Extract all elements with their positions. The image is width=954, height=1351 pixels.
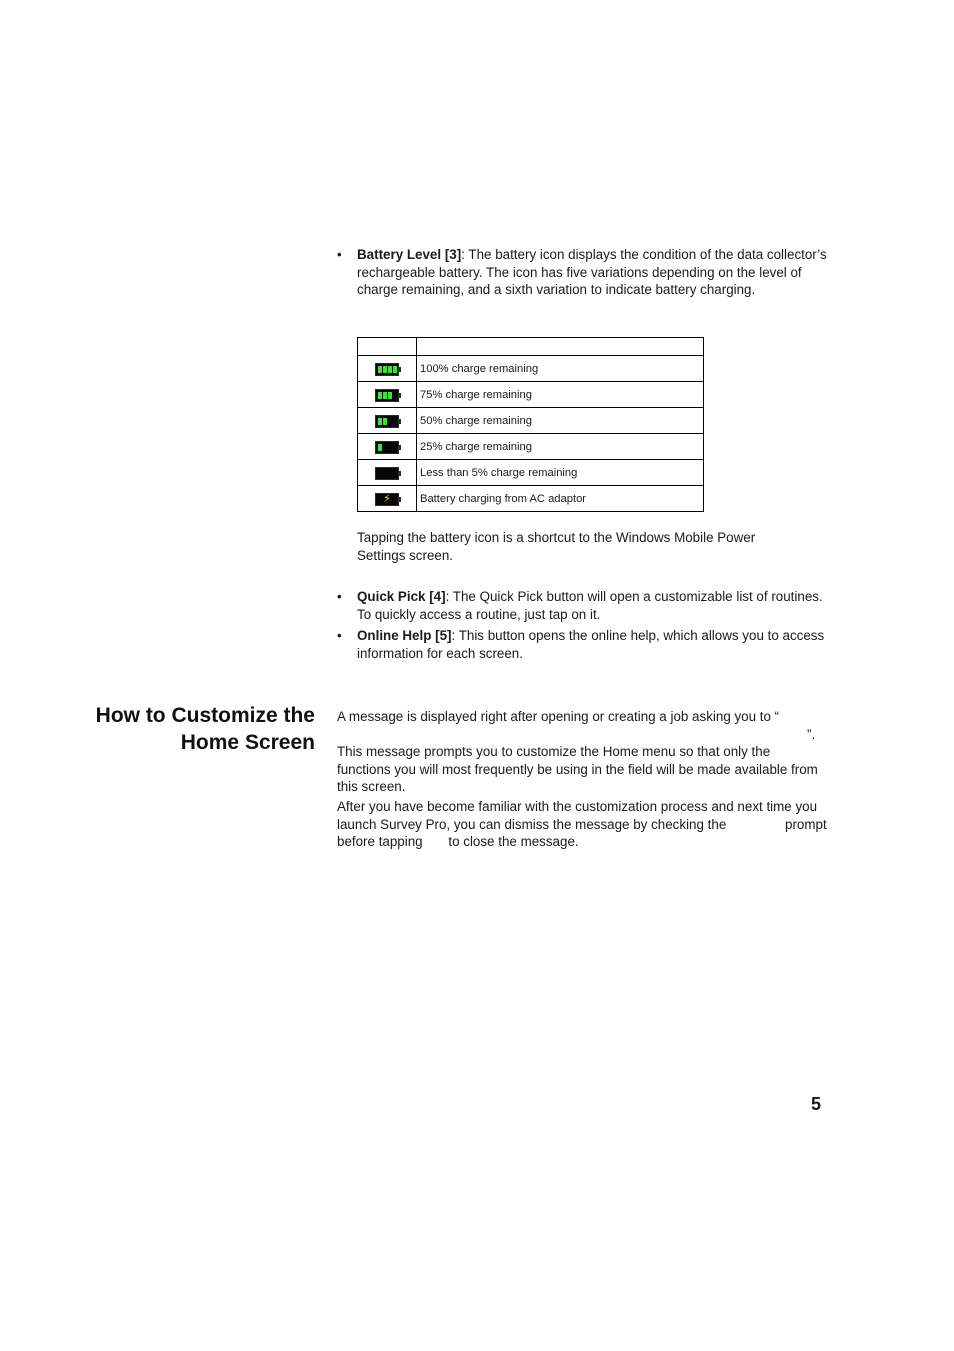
paragraph-2 [337,798,827,851]
battery-50-icon [375,415,399,428]
online-help-description: : This button opens the online help, which allows you to access information for each screen. [357,628,825,661]
bullet-dot: • [337,589,342,604]
bullet-dot: • [337,247,342,262]
heading-line-1: How to Customize the [95,704,315,727]
paragraph-1-start: A message is displayed right after opening or creating a job asking you to “ [337,709,780,724]
table-row [358,382,704,408]
battery-75-icon [375,389,399,402]
bullet-online-help [337,627,827,662]
row-label: 100% charge remaining [417,356,704,382]
row-label: 25% charge remaining [417,434,704,460]
bullet-dot: • [337,628,342,643]
table-row [358,356,704,382]
row-label: Battery charging from AC adaptor [417,486,704,512]
row-label: 75% charge remaining [417,382,704,408]
paragraph-2-end: to close the message. [448,834,579,850]
paragraph-1-end: ”. This message prompts you to customize the Home menu so that only the functions you will most frequently be using in the field will be made available from this screen. [337,726,818,795]
paragraph-2-mid: prompt before tapping [337,816,827,850]
row-label: 50% charge remaining [417,408,704,434]
header-cell-description [417,338,704,356]
page-number: 5 [811,1094,822,1114]
bullet-quick-pick [337,588,827,623]
heading-line-2: Home Screen [180,731,315,754]
paragraph-2-start: After you have become familiar with the customization process and next time you launch Survey Pro, you can dismiss the message by checking the [337,798,818,832]
row-label: Less than 5% charge remaining [417,460,704,486]
header-cell-icon [358,338,417,356]
section-body [337,708,827,851]
battery-full-icon [375,363,399,376]
battery-charging-icon: ⚡ [375,493,399,506]
table-row [358,460,704,486]
paragraph-1 [337,708,827,796]
battery-25-icon [375,441,399,454]
quick-pick-description: : The Quick Pick button will open a customizable list of routines. To quickly access a routine, just tap on it. [357,589,823,622]
battery-icon-note: Tapping the battery icon is a shortcut to the Windows Mobile Power Settings screen. [357,530,756,563]
battery-empty-icon [375,467,399,480]
term-online-help: Online Help [5] [357,628,452,643]
table-row [358,408,704,434]
bullet-battery-level [337,246,827,299]
table-row [358,486,704,512]
term-quick-pick: Quick Pick [4] [357,589,446,604]
section-heading [96,702,315,756]
term-battery-level: Battery Level [3] [357,247,462,262]
battery-level-description: : The battery icon displays the condition of the data collector’s rechargeable battery. The icon has five variations depending on the level of charge remaining, and a sixth variation to indicate battery charging. [357,247,827,298]
battery-level-table [357,337,704,512]
table-header-row [358,338,704,356]
table-row [358,434,704,460]
